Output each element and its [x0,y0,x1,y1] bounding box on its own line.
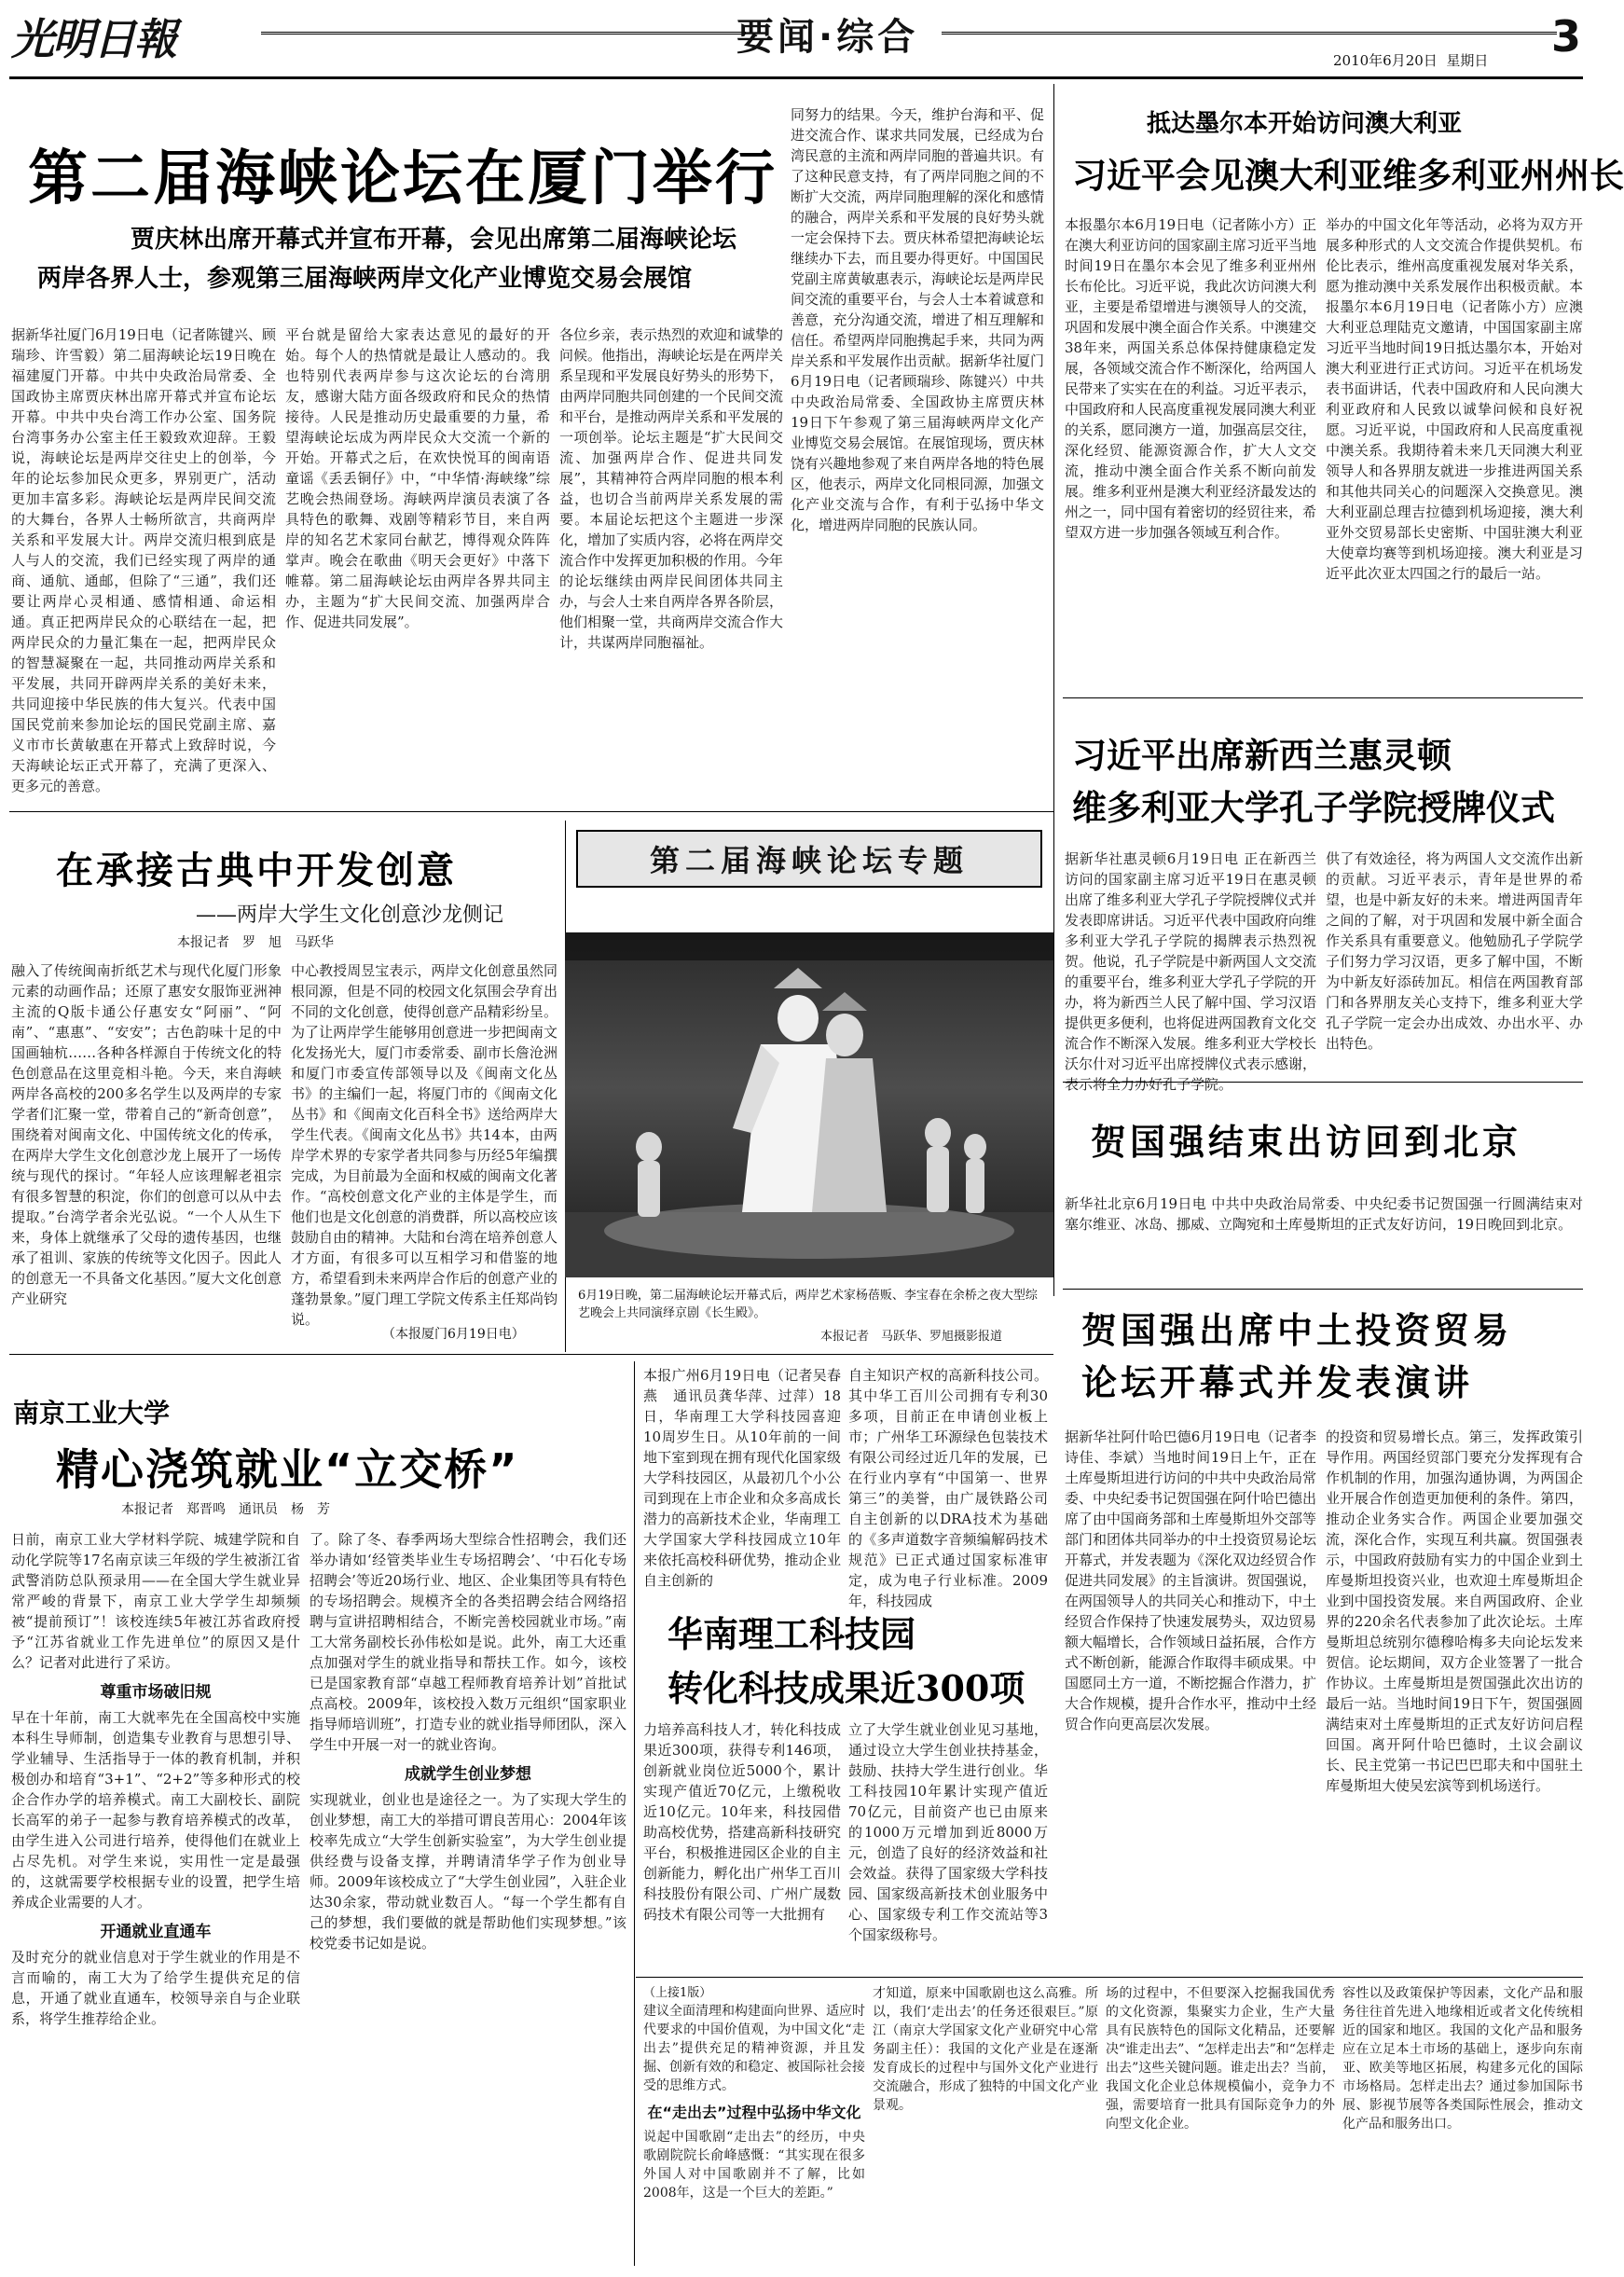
lead-column-4: 同努力的结果。今天，维护台海和平、促进交流合作、谋求共同发展，已经成为台湾民意的主流和两岸同胞的普遍共识。有了这种民意支持，有了两岸同胞之间的不断扩大交流，两岸同胞理解的深化和感情的融合，两岸关系和平发展的良好势头就一定会保持下去。贾庆林希望把海峡论坛继续办下去，而且要办得更好。中国国民党副主席黄敏惠表示，海峡论坛是两岸民间交流的重要平台，与会人士本着诚意和善意，充分沟通交流，增进了相互理解和信任。希望两岸同胞携起手来，共同为两岸关系和平发展作出贡献。据新华社厦门6月19日电（记者顾瑞珍、陈键兴）中共中央政治局常委、全国政协主席贾庆林19日下午参观了第三届海峡两岸文化产业博览交易会展馆。在展馆现场，贾庆林饶有兴趣地参观了来自两岸各地的特色展区，他表示，两岸文化同根同源，加强文化产业交流与合作，有利于弘扬中华文化，增进两岸同胞的民族认同。 [791,106,1044,533]
culture-column-2: 中心教授周昱宝表示，两岸文化创意虽然同根同源，但是不同的校园文化氛围会孕育出不同的文化创意，使得创意产品精彩纷呈。为了让两岸学生能够用创意进一步把闽南文化发扬光大，厦门市委常委、副市长詹沧洲和厦门市委宣传部领导以及《闽南文化丛书》的主编们一起，将厦门市的《闽南文化丛书》和《闽南文化百科全书》送给两岸大学生代表。《闽南文化丛书》共14本，由两岸学术界的专家学者共同参与历经5年编撰完成，为目前最为全面和权威的闽南文化著作。“高校创意文化产业的主体是学生，而他们也是文化创意的消费群，所以高校应该鼓励自由的精神。大陆和台湾在培养创意人才方面，有很多可以互相学习和借鉴的地方，希望看到未来两岸合作后的创意产业的蓬勃景象。”厦门理工学院文传系主任郑尚钧说。 [291,962,557,1328]
feature-banner [576,830,1042,888]
lead-subheadline-2: 两岸各界人士，参观第三届海峡两岸文化产业博览交易会展馆 [37,265,693,293]
issue-date: 2010年6月20日 星期日 [1333,52,1489,69]
scut-headline-2: 转化科技成果近300项 [667,1667,1025,1709]
scut-column-1: 本报广州6月19日电（记者吴春燕 通讯员龚华萍、过萍）18日，华南理工大学科技园喜迎10周岁生日。从10年前的一间地下室到现在拥有现代化国家级大学科技园区，从最初几个小公司到现在上市企业和众多高成长潜力的高新技术企业，华南理工大学国家大学科技园成立10年来依托高校科研优势，推动企业自主创新的 [643,1367,841,1589]
nanjing-kicker: 南京工业大学 [13,1398,171,1428]
lead-headline: 第二届海峡论坛在厦门举行 [28,145,778,214]
culture-column-1: 融入了传统闽南折纸艺术与现代化厦门形象元素的动画作品；还原了惠安女服饰亚洲神主流的Q版卡通公仔惠安女“阿丽”、“阿南”、“惠惠”、“安安”；古色韵味十足的中国画轴杭……各种各样源自于传统文化的特色创意品在这里竞相斗艳。今天，来自海峡两岸各高校的200多名学生以及两岸的专家学者们汇聚一堂，带着自己的“新奇创意”，围绕着对闽南文化、中国传统文化的传承，在两岸大学生文化创意沙龙上展开了一场传统与现代的探讨。“年轻人应该理解老祖宗有很多智慧的积淀，你们的创意可以从中去提取。”台湾学者余光弘说。“一个人从生下来，身体上就继承了父母的遗传基因，也继承了祖训、家族的传统等文化因子。因此人的创意无一不具备文化基因。”厦大文化创意产业研究 [11,962,282,1307]
nanjing-headline: 精心浇筑就业“立交桥” [56,1444,519,1495]
australia-headline: 习近平会见澳大利亚维多利亚州州长 [1072,156,1624,196]
continuation-column-4: 容性以及政策保护等因素，文化产品和服务往往首先进入地缘相近或者文化传统相近的国家和地区。我国的文化产品和服务应在立足本土市场的基础上，逐步向东南亚、欧美等地区拓展，构建多元化的国际市场格局。怎样走出去？通过参加国际书展、影视节展等各类国际性展会，推动文化产品和服务出口。 [1342,1986,1583,2132]
nanjing-subhead-1: 尊重市场破旧规 [100,1683,212,1702]
nanjing-subhead-3: 成就学生创业梦想 [405,1765,531,1784]
nanjing-intro: 日前，南京工业大学材料学院、城建学院和自动化学院等17名南京读三年级的学生被浙江省武警消防总队预录用——在全国大学生就业异常严峻的背景下，南京工业大学学生却频频被“提前预订”！该校连续5年被江苏省政府授予“江苏省就业工作先进单位”的原因又是什么？记者对此进行了采访。 [11,1531,300,1671]
he-return-headline: 贺国强结束出访回到北京 [1091,1122,1522,1163]
culture-byline: 本报记者 罗 旭 马跃华 [177,935,334,950]
he-forum-column-2: 的投资和贸易增长点。第三，发挥政策引导作用。两国经贸部门要充分发挥现有合作机制的作用，加强沟通协调，为两国企业开展合作创造更加便利的条件。第四，推动企业务实合作。两国企业要加强交流，深化合作，实现互利共赢。贺国强表示，中国政府鼓励有实力的中国企业到土库曼斯坦投资兴业，也欢迎土库曼斯坦企业到中国投资发展。来自两国政府、企业界的220余名代表参加了此次论坛。土库曼斯坦总统别尔德穆哈梅多夫向论坛发来贺信。论坛期间，双方企业签署了一批合作协议。土库曼斯坦是贺国强此次出访的最后一站。当地时间19日下午，贺国强圆满结束对土库曼斯坦的正式友好访问启程回国。离开阿什哈巴德时，土议会副议长、民主党第一书记巴巴耶夫和中国驻土库曼斯坦大使吴宏滨等到机场送行。 [1326,1428,1583,1794]
nanjing-byline: 本报记者 郑晋鸣 通讯员 杨 芳 [121,1502,330,1517]
scut-headline-1: 华南理工科技园 [667,1613,916,1655]
he-forum-headline-2: 论坛开幕式并发表演讲 [1081,1362,1474,1403]
continuation-column-3: 场的过程中，不但要深入挖掘我国优秀的文化资源，集聚实力企业，生产大量具有民族特色的国际文化精品，还要解决“谁走出去”、“怎样走出去”和“怎样走出去”这些关键问题。谁走出去？当前，我国文化企业总体规模偏小，竞争力不强，需要培育一批具有国际竞争力的外向型文化企业。 [1106,1986,1335,2132]
nanjing-column-1 [11,1529,300,2266]
photo-credit: 本报记者 马跃华、罗旭摄影报道 [820,1330,1003,1344]
opera-photo [565,932,1053,1277]
scut-column-3: 力培养高科技人才，转化科技成果近300项，获得专利146项，创新就业岗位近5000个，累计实现产值近70亿元，上缴税收近10亿元。10年来，科技园借助高校优势，搭建高新科技研究平台，积极推进园区企业的自主创新能力，孵化出广州华工百川科技股份有限公司、广州广晟数码技术有限公司等一大批拥有 [643,1721,841,1923]
continuation-text-2: 说起中国歌剧“走出去”的经历，中央歌剧院院长俞峰感慨：“其实现在很多外国人对中国歌剧并不了解，比如2008年，这是一个巨大的差距。” [643,2130,865,2201]
scut-column-4: 立了大学生就业创业见习基地，通过设立大学生创业扶持基金，鼓励、扶持大学生进行创业。华工科技园10年累计实现产值近70亿元，目前资产也已由原来的1000万元增加到近8000万元，创造了良好的经济效益和社会效益。获得了国家级大学科技园、国家级高新技术创业服务中心、国家级专利工作交流站等3个国家级称号。 [848,1721,1048,1943]
photo-caption: 6月19日晚，第二届海峡论坛开幕式后，两岸艺术家杨蓓贩、李宝春在余桥之夜大型综艺晚会上共同演绎京剧《长生殿》。 [578,1289,1038,1320]
page-number: 3 [1551,11,1582,62]
continuation-subhead: 在“走出去”过程中弘扬中华文化 [647,2104,861,2121]
he-forum-headline-1: 贺国强出席中土投资贸易 [1081,1310,1513,1351]
newspaper-logo: 光明日報 [11,14,175,64]
lead-subheadline-1: 贾庆林出席开幕式并宣布开幕，会见出席第二届海峡论坛 [131,226,737,254]
continuation-note: （上接1版） [643,1986,712,2000]
lead-column-3: 各位乡亲，表示热烈的欢迎和诚挚的问候。他指出，海峡论坛是在两岸关系呈现和平发展良好势头的形势下，由两岸同胞共同创建的一个民间交流和平台，是推动两岸关系和平发展的一项创举。论坛主题是“扩大民间交流、加强两岸合作、促进共同发展”，其精神符合两岸同胞的根本利益，也切合当前两岸关系发展的需要。本届论坛把这个主题进一步深化，增加了实质内容，必将在两岸交流合作中发挥更加积极的作用。今年的论坛继续由两岸民间团体共同主办，与会人士来自两岸各界各阶层，他们相聚一堂，共商两岸交流合作大计，共谋两岸同胞福祉。 [559,326,784,651]
lead-column-1: 据新华社厦门6月19日电（记者陈键兴、顾瑞珍、许雪毅）第二届海峡论坛19日晚在福建厦门开幕。中共中央政治局常委、全国政协主席贾庆林出席开幕式并宣布论坛开幕。中共中央台湾工作办公室、国务院台湾事务办公室主任王毅致欢迎辞。王毅说，海峡论坛是两岸交往史上的创举，今年的论坛参加民众更多，界别更广，活动更加丰富多彩。海峡论坛是两岸民间交流的大舞台，各界人士畅所欲言，共商两岸关系和平发展大计。两岸交流归根到底是人与人的交流，我们已经实现了两岸的通商、通航、通邮，但除了“三通”，我们还要让两岸心灵相通、感情相通、命运相通。真正把两岸民众的心联结在一起，把两岸民众的力量汇集在一起，把两岸民众的智慧凝聚在一起，共同推动两岸关系和平发展，共同开辟两岸关系的美好未来，共同迎接中华民族的伟大复兴。代表中国国民党前来参加论坛的国民党副主席、嘉义市市长黄敏惠在开幕式上致辞时说，今天海峡论坛正式开幕了，充满了更深入、更多元的善意。 [11,326,276,794]
nanjing-section-2: 及时充分的就业信息对于学生就业的作用是不言而喻的，南工大为了给学生提供充足的信息，开通了就业直通车，校领导亲自与企业联系，将学生推荐给企业。 [11,1949,300,2027]
australia-column-2: 举办的中国文化年等活动，必将为双方开展多种形式的人文交流合作提供契机。布伦比表示，维州高度重视发展对华关系，愿为推动澳中关系发展作出积极贡献。本报墨尔本6月19日电（记者陈小方）应澳大利亚总理陆克文邀请，中国国家副主席习近平当地时间19日抵达墨尔本，开始对澳大利亚进行正式访问。习近平在机场发表书面讲话，代表中国政府和人民向澳大利亚政府和人民致以诚挚问候和良好祝愿。习近平说，中国政府和人民高度重视中澳关系。我期待着未来几天同澳大利亚领导人和各界朋友就进一步推进两国关系和其他共同关心的问题深入交换意见。澳大利亚副总理吉拉德到机场迎接，澳大利亚外交贸易部长史密斯、中国驻澳大利亚大使章均赛等到机场迎接。澳大利亚是习近平此次亚太四国之行的最后一站。 [1326,216,1583,582]
he-forum-column-1: 据新华社阿什哈巴德6月19日电（记者李诗佳、李斌）当地时间19日上午，正在土库曼斯坦进行访问的中共中央政治局常委、中央纪委书记贺国强在阿什哈巴德出席了由中国商务部和土库曼斯坦外交部等部门和团体共同举办的中土投资贸易论坛开幕式，并发表题为《深化双边经贸合作 促进共同发展》的主旨演讲。贺国强说，在两国领导人的共同关心和推动下，中土经贸合作保持了快速发展势头，双边贸易额大幅增长，合作领域日益拓展，合作方式不断创新，能源合作取得丰硕成果。中国愿同土方一道，不断挖掘合作潜力，扩大合作规模，提升合作水平，推动中土经贸合作向更高层次发展。 [1065,1428,1317,1732]
lead-column-2: 平台就是留给大家表达意见的最好的开始。每个人的热情就是最让人感动的。我也特别代表两岸参与这次论坛的台湾朋友，感谢大陆方面各级政府和民众的热情接待。人民是推动历史最重要的力量，希望海峡论坛成为两岸民众大交流一个新的开始。开幕式之后，在欢快悦耳的闽南语童谣《丢丢铜仔》中，“中华情·海峡缘”综艺晚会热闹登场。海峡两岸演员表演了各具特色的歌舞、戏剧等精彩节目，来自两岸的知名艺术家同台献艺，博得观众阵阵掌声。晚会在歌曲《明天会更好》中落下帷幕。第二届海峡论坛由两岸各界共同主办，主题为“扩大民间交流、加强两岸合作、促进共同发展”。 [285,326,550,630]
australia-kicker: 抵达墨尔本开始访问澳大利亚 [1147,110,1463,138]
nz-headline-1: 习近平出席新西兰惠灵顿 [1072,736,1452,776]
nz-column-2: 供了有效途径，将为两国人文交流作出新的贡献。习近平表示，青年是世界的希望，也是中新友好的未来。增进两国青年之间的了解，对于巩固和发展中新全面合作关系具有重要意义。他勉励孔子学院学子们努力学习汉语，更多了解中国，不断为中新友好添砖加瓦。相信在两国教育部门和各界朋友关心支持下，维多利亚大学孔子学院一定会办出成效、办出水平、办出特色。 [1326,850,1583,1052]
nanjing-section-1: 早在十年前，南工大就率先在全国高校中实施本科生导师制，创造集专业教育与思想引导、学业辅导、生活指导于一体的教育机制，并积极创办和培育“3+1”、“2+2”等多种形式的校企合作办学的培养模式。南工大副校长、副院长高军的弟子一起参与教育培养模式的改革，由学生进入公司进行培养，使得他们在就业上占尽先机。对学生来说，实用性一定是最强的，这就需要学校根据专业的设置，把学生培养成企业需要的人才。 [11,1709,300,1911]
culture-headline: 在承接古典中开发创意 [56,849,457,892]
nanjing-column-2 [310,1529,626,2266]
culture-subtitle: ——两岸大学生文化创意沙龙侧记 [196,904,504,927]
culture-dateline: （本报厦门6月19日电） [382,1327,525,1342]
continuation-column-2: 才知道，原来中国歌剧也这么高雅。所以，我们‘走出去’的任务还很艰巨。”原江（南京大学国家文化产业研究中心常务副主任）：我国的文化产业是在逐渐发育成长的过程中与国外文化产业进行交流融合，形成了独特的中国文化产业景观。 [873,1986,1098,2113]
nanjing-section-4: 实现就业，创业也是途径之一。为了实现大学生的创业梦想，南工大的举措可谓良苦用心：2004年该校率先成立“大学生创新实验室”，为大学生创业提供经费与设备支撑，并聘请清华学子作为创业导师。2009年该校成立了“大学生创业园”，入驻企业达30余家，带动就业数百人。“每一个学生都有自己的梦想，我们要做的就是帮助他们实现梦想。”该校党委书记如是说。 [310,1791,626,1952]
section-title: 要闻·综合 [736,16,919,59]
nz-column-1: 据新华社惠灵顿6月19日电 正在新西兰访问的国家副主席习近平19日在惠灵顿出席了维多利亚大学孔子学院授牌仪式并发表即席讲话。习近平代表中国政府向维多利亚大学孔子学院的揭牌表示热烈祝贺。他说，孔子学院是中新两国人文交流的重要平台，维多利亚大学孔子学院的开办，将为新西兰人民了解中国、学习汉语提供更多便利，也将促进两国教育文化交流合作不断深入发展。维多利亚大学校长沃尔什对习近平出席授牌仪式表示感谢，表示将全力办好孔子学院。 [1065,850,1317,1093]
opera-scene-illustration [565,932,1053,1277]
he-return-body: 新华社北京6月19日电 中共中央政治局常委、中央纪委书记贺国强一行圆满结束对塞尔维亚、冰岛、挪威、立陶宛和土库曼斯坦的正式友好访问，19日晚回到北京。 [1065,1195,1583,1233]
feature-banner-text: 第二届海峡论坛专题 [649,843,969,878]
continuation-text-1: 建议全面清理和构建面向世界、适应时代要求的中国价值观，为中国文化“走出去”提供充足的精神资源，并且发掘、创新有效的和稳定、被国际社会接受的思维方式。 [643,2004,865,2093]
scut-column-2: 自主知识产权的高新科技公司。其中华工百川公司拥有专利30多项，目前正在申请创业板上市；广州华工环源绿色包装技术有限公司经过近几年的发展，已在行业内享有“中国第一、世界第三”的美誉，由广晟铁路公司自主创新的以DRA技术为基础的《多声道数字音频编解码技术规范》已正式通过国家标准审定，成为电子行业标准。2009年，科技园成 [848,1367,1048,1609]
nz-headline-2: 维多利亚大学孔子学院授牌仪式 [1072,788,1555,828]
australia-column-1: 本报墨尔本6月19日电（记者陈小方）正在澳大利亚访问的国家副主席习近平当地时间19日在墨尔本会见了维多利亚州州长布伦比。习近平说，我此次访问澳大利亚，主要是希望增进与澳领导人的交流，巩固和发展中澳全面合作关系。中澳建交38年来，两国关系总体保持健康稳定发展，各领域交流合作不断深化，给两国人民带来了实实在在的利益。习近平表示，中国政府和人民高度重视发展同澳大利亚的关系，愿同澳方一道，加强高层交往，深化经贸、能源资源合作，扩大人文交流，推动中澳全面合作关系不断向前发展。维多利亚州是澳大利亚经济最发达的州之一，同中国有着密切的经贸往来，希望双方进一步加强各领域互利合作。 [1065,216,1317,541]
nanjing-section-3: 了。除了冬、春季两场大型综合性招聘会，我们还举办请如‘经管类毕业生专场招聘会’、‘中石化专场招聘会’等近20场行业、地区、企业集团等具有特色的专场招聘会。规模齐全的各类招聘会结合网络招聘与宣讲招聘相结合，不断完善校园就业市场。”南工大常务副校长孙伟松如是说。此外，南工大还重点加强对学生的就业指导和帮扶工作。如今，该校已是国家教育部“卓越工程师教育培养计划”首批试点高校。2009年，该校投入数万元组织“国家职业指导师培训班”，打造专业的就业指导师团队，深入学生中开展一对一的就业咨询。 [310,1531,626,1753]
continuation-column-1 [643,1984,865,2264]
nanjing-subhead-2: 开通就业直通车 [100,1923,212,1941]
